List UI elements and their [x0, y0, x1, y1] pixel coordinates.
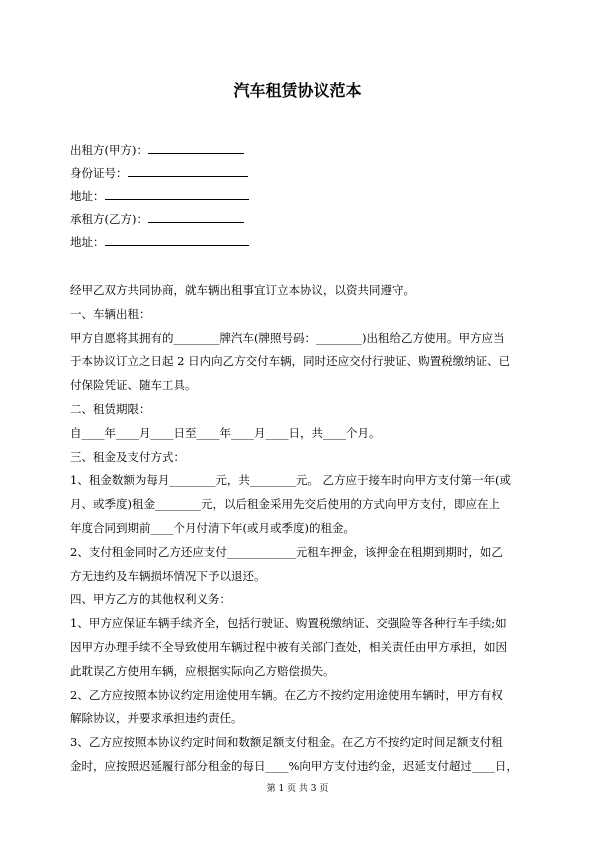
body-line: 2、乙方应按照本协议约定用途使用车辆。在乙方不按约定用途使用车辆时，甲方有权: [70, 687, 503, 702]
field-label: 出租方(甲方)：: [70, 143, 148, 157]
body-line: 因甲方办理手续不全导致使用车辆过程中被有关部门查处，相关责任由甲方承担，如因: [70, 639, 507, 654]
blank-line: [105, 187, 249, 200]
lessor-field: [70, 141, 244, 157]
field-label: 地址：: [70, 189, 105, 203]
body-line: 此耽误乙方使用车辆，应根据实际向乙方赔偿损失。: [70, 663, 335, 678]
field-label: 地址：: [70, 235, 105, 249]
blank-line: [148, 210, 244, 223]
lessee-address-field: [70, 233, 249, 249]
body-line: 月、或季度)租金________元，以后租金采用先交后使用的方式向甲方支付，即应在上: [70, 497, 500, 512]
body-line: 方无违约及车辆损坏情况下予以退还。: [70, 568, 266, 583]
body-line: 付保险凭证、随车工具。: [70, 378, 197, 393]
body-line: 1、租金数额为每月________元，共________元。 乙方应于接车时向甲方支付第一年(或: [70, 473, 511, 488]
section-heading: 四、甲方乙方的其他权利义务：: [70, 592, 231, 607]
document-title: 汽车租赁协议范本: [233, 81, 362, 100]
field-label: 身份证号：: [70, 166, 128, 180]
lessor-address-field: [70, 187, 249, 203]
blank-line: [105, 233, 249, 246]
body-line: 金时，应按照迟延履行部分租金的每日____%向甲方支付违约金，迟延支付超过____日，: [70, 758, 518, 773]
page-number: 第 1 页 共 3 页: [266, 784, 329, 794]
body-line: 年度合同到期前____个月付清下年(或月或季度)的租金。: [70, 520, 355, 535]
blank-line: [128, 164, 248, 177]
body-line: 经甲乙双方共同协商，就车辆出租事宜订立本协议，以资共同遵守。: [70, 283, 415, 297]
agreement-body: [70, 279, 550, 779]
section-heading: 三、租金及支付方式：: [70, 449, 185, 464]
id-number-field: [70, 164, 248, 180]
body-line: 2、支付租金同时乙方还应支付____________元租车押金，该押金在租期到期时，如乙: [70, 544, 503, 559]
body-line: 于本协议订立之日起 2 日内向乙方交付车辆，同时还应交付行驶证、购置税缴纳证、已: [70, 354, 511, 369]
body-line: 甲方自愿将其拥有的________牌汽车(牌照号码：________)出租给乙方使用。甲方应当: [70, 330, 505, 345]
body-line: 自____年____月____日至____年____月____日，共____个月。: [70, 425, 381, 440]
field-label: 承租方(乙方)：: [70, 212, 148, 226]
body-line: 3、乙方应按照本协议约定时间和数额足额支付租金。在乙方不按约定时间足额支付租: [70, 735, 503, 750]
body-line: 解除协议，并要求承担违约责任。: [70, 711, 243, 726]
lessee-field: [70, 210, 244, 226]
blank-line: [148, 141, 244, 154]
section-heading: 一、车辆出租：: [70, 306, 151, 321]
body-line: 1、甲方应保证车辆手续齐全，包括行驶证、购置税缴纳证、交强险等各种行车手续;如: [70, 616, 507, 631]
section-heading: 二、租赁期限：: [70, 401, 151, 416]
